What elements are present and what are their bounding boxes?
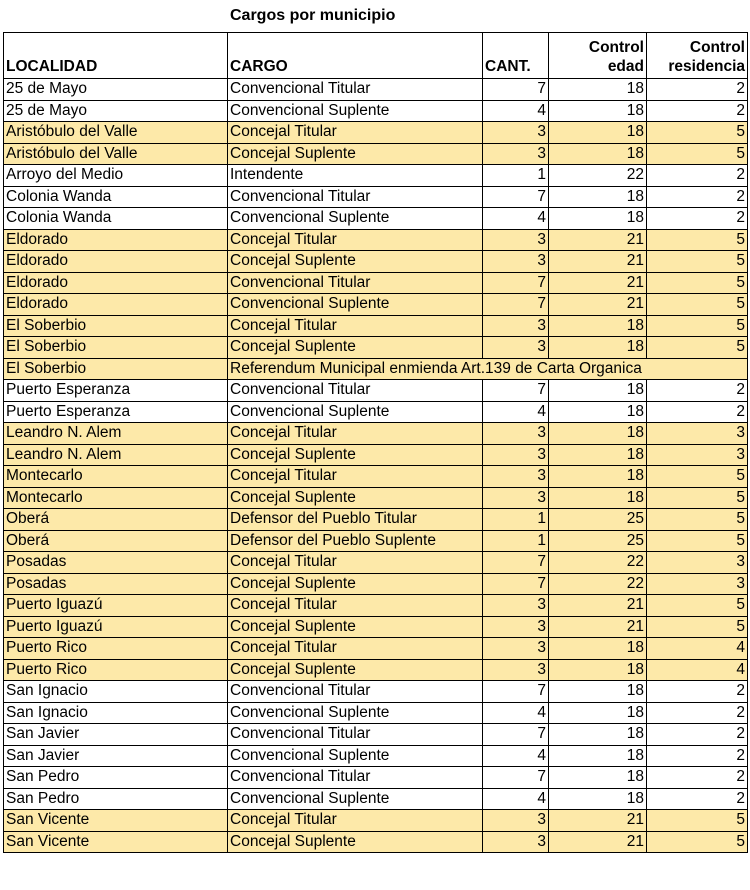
cell-control-edad: 18 <box>549 702 647 724</box>
cell-localidad: Puerto Iguazú <box>4 616 228 638</box>
cell-localidad: Aristóbulo del Valle <box>4 143 228 165</box>
cell-cant: 7 <box>483 573 549 595</box>
cell-control-edad: 18 <box>549 487 647 509</box>
cell-control-residencia: 2 <box>647 767 748 789</box>
cell-cant: 7 <box>483 724 549 746</box>
table-row <box>4 208 748 230</box>
cell-control-residencia: 4 <box>647 638 748 660</box>
cell-control-residencia: 3 <box>647 573 748 595</box>
table-row <box>4 702 748 724</box>
cell-control-edad: 18 <box>549 659 647 681</box>
table-row <box>4 143 748 165</box>
cell-cargo: Defensor del Pueblo Titular <box>228 509 483 531</box>
cell-localidad: Eldorado <box>4 272 228 294</box>
header-control-edad-line1: Control <box>588 39 644 56</box>
cell-cargo: Concejal Suplente <box>228 337 483 359</box>
table-row <box>4 100 748 122</box>
table-row <box>4 380 748 402</box>
cell-control-edad: 22 <box>549 552 647 574</box>
table-body <box>4 79 748 853</box>
cell-control-edad: 18 <box>549 186 647 208</box>
cell-cargo: Concejal Titular <box>228 552 483 574</box>
cell-cargo: Convencional Titular <box>228 380 483 402</box>
table-row <box>4 337 748 359</box>
cell-control-residencia: 2 <box>647 745 748 767</box>
cell-cant: 3 <box>483 315 549 337</box>
cell-control-residencia: 5 <box>647 294 748 316</box>
cell-control-residencia: 5 <box>647 272 748 294</box>
cell-control-residencia: 5 <box>647 616 748 638</box>
cell-cant: 7 <box>483 186 549 208</box>
cell-control-edad: 18 <box>549 100 647 122</box>
cell-cargo: Convencional Titular <box>228 186 483 208</box>
header-control-edad <box>549 33 647 79</box>
cell-control-edad: 25 <box>549 509 647 531</box>
table-row <box>4 767 748 789</box>
cell-control-residencia: 5 <box>647 466 748 488</box>
page-title: Cargos por municipio <box>230 7 396 24</box>
cell-cargo: Concejal Suplente <box>228 444 483 466</box>
table-row <box>4 401 748 423</box>
cell-cargo: Convencional Suplente <box>228 702 483 724</box>
cell-localidad: Puerto Rico <box>4 638 228 660</box>
cell-control-edad: 21 <box>549 229 647 251</box>
cell-localidad: Puerto Rico <box>4 659 228 681</box>
cell-cant: 3 <box>483 810 549 832</box>
cell-cant: 4 <box>483 100 549 122</box>
cell-control-residencia: 5 <box>647 337 748 359</box>
cell-localidad: Oberá <box>4 530 228 552</box>
cell-cargo: Convencional Suplente <box>228 745 483 767</box>
cell-control-edad: 21 <box>549 595 647 617</box>
table-row <box>4 444 748 466</box>
cell-cant: 3 <box>483 423 549 445</box>
cell-control-residencia: 5 <box>647 229 748 251</box>
cell-cant: 7 <box>483 294 549 316</box>
cell-cargo: Convencional Suplente <box>228 100 483 122</box>
cell-control-residencia: 5 <box>647 251 748 273</box>
cell-localidad: El Soberbio <box>4 358 228 380</box>
cell-cargo: Concejal Titular <box>228 122 483 144</box>
cell-control-edad: 21 <box>549 810 647 832</box>
cell-control-residencia: 5 <box>647 595 748 617</box>
cell-cargo: Concejal Suplente <box>228 659 483 681</box>
cell-cant: 3 <box>483 122 549 144</box>
cell-control-residencia: 3 <box>647 444 748 466</box>
cell-localidad: 25 de Mayo <box>4 79 228 101</box>
cell-cant: 3 <box>483 595 549 617</box>
cell-cant: 3 <box>483 466 549 488</box>
cell-cant: 3 <box>483 616 549 638</box>
cell-localidad: Montecarlo <box>4 466 228 488</box>
cell-control-edad: 18 <box>549 337 647 359</box>
cell-control-edad: 21 <box>549 294 647 316</box>
cell-control-residencia: 5 <box>647 810 748 832</box>
table-row <box>4 251 748 273</box>
cell-control-edad: 18 <box>549 724 647 746</box>
cell-cargo: Concejal Suplente <box>228 487 483 509</box>
header-control-edad-line2: edad <box>607 58 644 75</box>
header-row <box>4 33 748 79</box>
header-control-residencia-line2: residencia <box>668 58 745 75</box>
cell-localidad: El Soberbio <box>4 337 228 359</box>
cell-control-edad: 25 <box>549 530 647 552</box>
cell-control-edad: 18 <box>549 767 647 789</box>
cell-cant: 3 <box>483 444 549 466</box>
cell-control-edad: 18 <box>549 122 647 144</box>
table-row <box>4 122 748 144</box>
cargos-table <box>3 32 748 853</box>
cell-localidad: Arroyo del Medio <box>4 165 228 187</box>
table-row <box>4 466 748 488</box>
cell-control-edad: 18 <box>549 208 647 230</box>
cell-localidad: El Soberbio <box>4 315 228 337</box>
cell-localidad: San Pedro <box>4 788 228 810</box>
table-row <box>4 681 748 703</box>
cell-control-edad: 18 <box>549 788 647 810</box>
cell-cant: 4 <box>483 208 549 230</box>
cell-cant: 7 <box>483 79 549 101</box>
cell-control-residencia: 3 <box>647 552 748 574</box>
cell-control-residencia: 2 <box>647 165 748 187</box>
table-row <box>4 294 748 316</box>
cell-control-residencia: 5 <box>647 143 748 165</box>
cell-localidad: Posadas <box>4 552 228 574</box>
cell-localidad: San Javier <box>4 724 228 746</box>
cell-control-edad: 21 <box>549 831 647 853</box>
cell-cargo: Concejal Titular <box>228 315 483 337</box>
cell-control-edad: 18 <box>549 745 647 767</box>
cell-localidad: San Ignacio <box>4 702 228 724</box>
cell-cant: 3 <box>483 229 549 251</box>
cell-control-edad: 18 <box>549 444 647 466</box>
cell-cant: 1 <box>483 509 549 531</box>
table-row <box>4 638 748 660</box>
table-row <box>4 272 748 294</box>
cell-control-residencia: 5 <box>647 315 748 337</box>
cell-control-edad: 21 <box>549 251 647 273</box>
cell-cargo: Concejal Titular <box>228 229 483 251</box>
cell-cant: 7 <box>483 380 549 402</box>
cell-localidad: San Javier <box>4 745 228 767</box>
cell-control-residencia: 2 <box>647 702 748 724</box>
header-localidad: LOCALIDAD <box>4 33 228 79</box>
cell-localidad: Eldorado <box>4 251 228 273</box>
table-row <box>4 358 748 380</box>
cell-localidad: Posadas <box>4 573 228 595</box>
cell-localidad: San Vicente <box>4 831 228 853</box>
cell-localidad: Puerto Iguazú <box>4 595 228 617</box>
cell-cant: 3 <box>483 337 549 359</box>
cell-cant: 7 <box>483 767 549 789</box>
cell-cant: 3 <box>483 251 549 273</box>
cell-cant: 4 <box>483 401 549 423</box>
cell-control-residencia: 2 <box>647 788 748 810</box>
cell-localidad: Colonia Wanda <box>4 186 228 208</box>
cell-control-residencia: 2 <box>647 186 748 208</box>
cell-control-residencia: 2 <box>647 724 748 746</box>
cell-cargo: Concejal Titular <box>228 810 483 832</box>
cell-localidad: 25 de Mayo <box>4 100 228 122</box>
table-row <box>4 616 748 638</box>
table-row <box>4 810 748 832</box>
cell-cargo: Referendum Municipal enmienda Art.139 de Carta Organica <box>228 358 748 380</box>
table-row <box>4 831 748 853</box>
table-row <box>4 788 748 810</box>
cell-cant: 3 <box>483 659 549 681</box>
cell-cant: 3 <box>483 143 549 165</box>
cell-localidad: Leandro N. Alem <box>4 444 228 466</box>
cell-cargo: Convencional Titular <box>228 767 483 789</box>
cell-localidad: Leandro N. Alem <box>4 423 228 445</box>
cell-control-residencia: 5 <box>647 530 748 552</box>
cell-control-residencia: 2 <box>647 79 748 101</box>
cell-localidad: San Pedro <box>4 767 228 789</box>
cell-cargo: Convencional Suplente <box>228 294 483 316</box>
cell-localidad: Oberá <box>4 509 228 531</box>
cell-control-edad: 18 <box>549 401 647 423</box>
cell-control-edad: 18 <box>549 79 647 101</box>
cell-control-edad: 18 <box>549 681 647 703</box>
cell-localidad: San Vicente <box>4 810 228 832</box>
cell-cargo: Convencional Suplente <box>228 208 483 230</box>
table-row <box>4 552 748 574</box>
cell-control-residencia: 5 <box>647 487 748 509</box>
cell-control-residencia: 2 <box>647 100 748 122</box>
table-row <box>4 229 748 251</box>
cell-control-edad: 18 <box>549 143 647 165</box>
table-row <box>4 530 748 552</box>
cell-cant: 4 <box>483 745 549 767</box>
cell-cant: 3 <box>483 831 549 853</box>
cell-cant: 1 <box>483 530 549 552</box>
cell-cargo: Intendente <box>228 165 483 187</box>
cell-cant: 7 <box>483 552 549 574</box>
cell-cargo: Concejal Suplente <box>228 616 483 638</box>
cell-control-residencia: 2 <box>647 380 748 402</box>
cell-cargo: Concejal Titular <box>228 423 483 445</box>
cell-cargo: Concejal Suplente <box>228 831 483 853</box>
header-control-residencia <box>647 33 748 79</box>
cell-cargo: Concejal Titular <box>228 638 483 660</box>
cell-cant: 4 <box>483 788 549 810</box>
cell-control-edad: 18 <box>549 380 647 402</box>
cell-localidad: Eldorado <box>4 229 228 251</box>
cell-cant: 4 <box>483 702 549 724</box>
cell-control-edad: 21 <box>549 616 647 638</box>
table-row <box>4 595 748 617</box>
table-row <box>4 745 748 767</box>
cell-cargo: Concejal Suplente <box>228 573 483 595</box>
cell-control-residencia: 2 <box>647 681 748 703</box>
cell-control-residencia: 5 <box>647 122 748 144</box>
cell-control-edad: 22 <box>549 573 647 595</box>
cell-control-edad: 18 <box>549 423 647 445</box>
table-row <box>4 509 748 531</box>
cell-cargo: Convencional Titular <box>228 681 483 703</box>
header-cant: CANT. <box>483 33 549 79</box>
cell-localidad: Aristóbulo del Valle <box>4 122 228 144</box>
cell-cargo: Convencional Titular <box>228 724 483 746</box>
cell-control-residencia: 4 <box>647 659 748 681</box>
cell-control-edad: 18 <box>549 638 647 660</box>
table-row <box>4 724 748 746</box>
cell-control-edad: 18 <box>549 315 647 337</box>
cell-control-residencia: 2 <box>647 401 748 423</box>
cell-control-residencia: 2 <box>647 208 748 230</box>
table-row <box>4 573 748 595</box>
cell-cant: 7 <box>483 272 549 294</box>
table-row <box>4 79 748 101</box>
cell-cargo: Convencional Suplente <box>228 401 483 423</box>
table-row <box>4 423 748 445</box>
cell-localidad: Puerto Esperanza <box>4 380 228 402</box>
table-row <box>4 315 748 337</box>
cell-cargo: Convencional Titular <box>228 79 483 101</box>
cell-localidad: Montecarlo <box>4 487 228 509</box>
cell-cargo: Concejal Titular <box>228 595 483 617</box>
table-row <box>4 165 748 187</box>
cell-control-edad: 18 <box>549 466 647 488</box>
cell-control-residencia: 5 <box>647 509 748 531</box>
cell-cargo: Defensor del Pueblo Suplente <box>228 530 483 552</box>
table-row <box>4 186 748 208</box>
cell-cargo: Concejal Titular <box>228 466 483 488</box>
header-cargo: CARGO <box>228 33 483 79</box>
cell-localidad: Colonia Wanda <box>4 208 228 230</box>
cell-cant: 3 <box>483 638 549 660</box>
table-row <box>4 659 748 681</box>
cell-cargo: Convencional Titular <box>228 272 483 294</box>
cell-localidad: San Ignacio <box>4 681 228 703</box>
cell-control-edad: 22 <box>549 165 647 187</box>
cell-control-residencia: 3 <box>647 423 748 445</box>
cell-cargo: Convencional Suplente <box>228 788 483 810</box>
cell-cargo: Concejal Suplente <box>228 251 483 273</box>
cell-cargo: Concejal Suplente <box>228 143 483 165</box>
cell-cant: 7 <box>483 681 549 703</box>
header-control-residencia-line1: Control <box>689 39 745 56</box>
cell-localidad: Eldorado <box>4 294 228 316</box>
cell-control-residencia: 5 <box>647 831 748 853</box>
cell-control-edad: 21 <box>549 272 647 294</box>
cell-cant: 1 <box>483 165 549 187</box>
table-row <box>4 487 748 509</box>
cell-cant: 3 <box>483 487 549 509</box>
cell-localidad: Puerto Esperanza <box>4 401 228 423</box>
